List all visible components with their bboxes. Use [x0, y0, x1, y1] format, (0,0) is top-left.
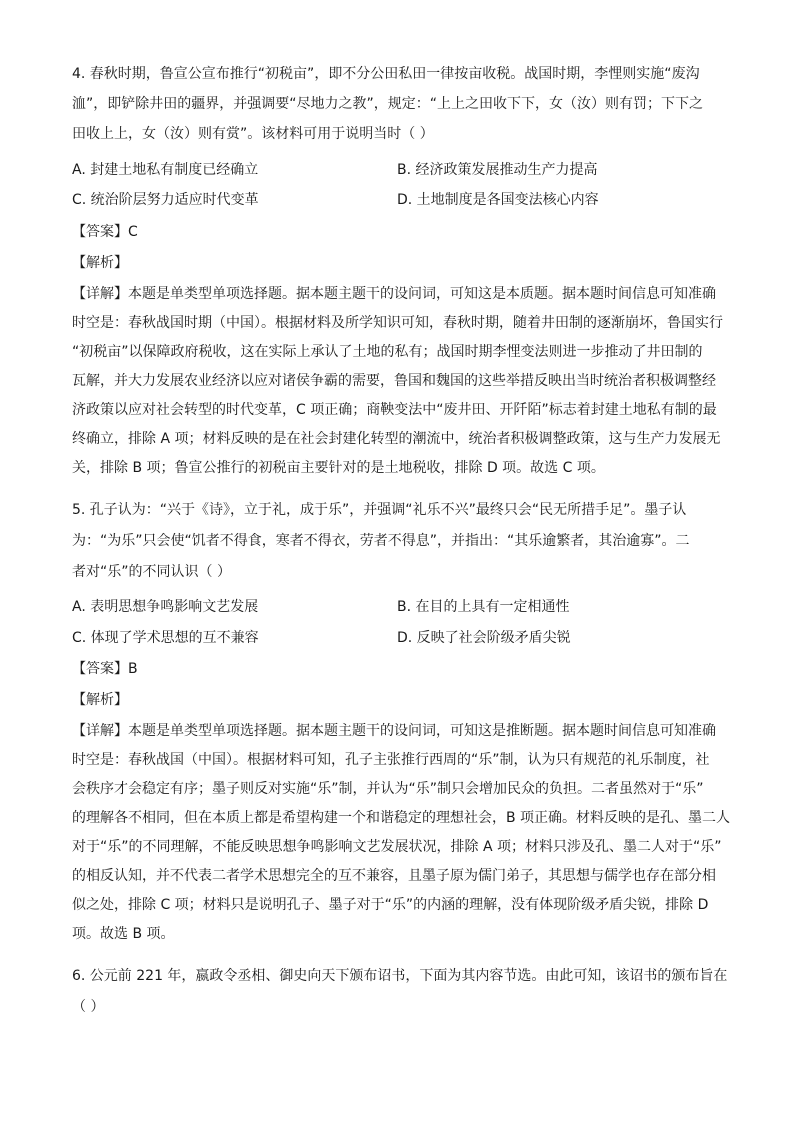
question-5-stem-line: 5. 孔子认为：“兴于《诗》，立于礼，成于乐”，并强调“礼乐不兴”最终只会“民无所措手足”。墨子认	[72, 502, 687, 518]
question-5-answer: 【答案】B	[72, 661, 138, 677]
question-4-option-a: A. 封建土地私有制度已经确立	[72, 162, 259, 178]
question-5-stem-line: 为：“为乐”只会使“饥者不得食，寒者不得衣，劳者不得息”，并指出：“其乐逾繁者，其治逾寡”。二	[72, 533, 690, 549]
question-5-detail-line: 项。故选 B 项。	[72, 926, 175, 942]
question-5-option-a: A. 表明思想争鸣影响文艺发展	[72, 599, 259, 615]
question-5-detail-line: 时空是：春秋战国（中国）。根据材料可知，孔子主张推行西周的“乐”制，认为只有规范的礼乐制度，社	[72, 752, 710, 768]
question-4-detail-line: 瓦解，并大力发展农业经济以应对诸侯争霸的需要，鲁国和魏国的这些举措反映出当时统治者积极调整经	[72, 373, 716, 389]
question-4-detail-line: 【详解】本题是单类型单项选择题。据本题主题干的设问词，可知这是本质题。据本题时间信息可知准确	[72, 286, 716, 302]
question-5-option-c: C. 体现了学术思想的互不兼容	[72, 630, 259, 646]
question-5-detail-line: 【详解】本题是单类型单项选择题。据本题主题干的设问词，可知这是推断题。据本题时间信息可知准确	[72, 723, 716, 739]
question-4-option-b: B. 经济政策发展推动生产力提高	[397, 162, 598, 178]
question-5-analysis-label: 【解析】	[72, 692, 128, 708]
question-4-detail-line: 关，排除 B 项；鲁宣公推行的初税亩主要针对的是土地税收，排除 D 项。故选 C 项。	[72, 460, 605, 476]
question-5-stem-line: 者对“乐”的不同认识（ ）	[72, 564, 231, 580]
question-4-stem-line: 洫”，即铲除井田的疆界，并强调要“尽地力之教”，规定：“上上之田收下下，女（汝）则有罚；下下之	[72, 96, 704, 112]
question-4-detail-line: 终确立，排除 A 项；材料反映的是在社会封建化转型的潮流中，统治者积极调整政策，这与生产力发展无	[72, 431, 721, 447]
question-4-option-d: D. 土地制度是各国变法核心内容	[397, 192, 599, 208]
question-4-answer: 【答案】C	[72, 224, 138, 240]
question-4-stem-line: 4. 春秋时期，鲁宣公宣布推行“初税亩”，即不分公田私田一律按亩收税。战国时期，李悝则实施“废沟	[72, 66, 700, 82]
question-5-detail-line: 的相反认知，并不代表二者学术思想完全的互不兼容，且墨子原为儒门弟子，其思想与儒学也存在部分相	[72, 868, 716, 884]
question-5-option-b: B. 在目的上具有一定相通性	[397, 599, 570, 615]
question-5-detail-line: 会秩序才会稳定有序；墨子则反对实施“乐”制，并认为“乐”制只会增加民众的负担。二者虽然对于“乐”	[72, 781, 704, 797]
question-4-detail-line: 时空是：春秋战国时期（中国）。根据材料及所学知识可知，春秋时期，随着井田制的逐渐崩坏，鲁国实行	[72, 315, 723, 331]
question-4-stem-line: 田收上上，女（汝）则有赏”。该材料可用于说明当时（ ）	[72, 126, 434, 142]
question-5-detail-line: 对于“乐”的不同理解，不能反映思想争鸣影响文艺发展状况，排除 A 项；材料只涉及孔、墨二人对于“乐”	[72, 839, 722, 855]
question-4-option-c: C. 统治阶层努力适应时代变革	[72, 192, 259, 208]
question-4-detail-line: 济政策以应对社会转型的时代变革，C 项正确；商鞅变法中“废井田、开阡陌”标志着封建土地私有制的最	[72, 402, 717, 418]
question-5-detail-line: 似之处，排除 C 项；材料只是说明孔子、墨子对于“乐”的内涵的理解，没有体现阶级矛盾尖锐，排除 D	[72, 897, 709, 913]
question-6-stem-line: 6. 公元前 221 年，嬴政令丞相、御史向天下颁布诏书，下面为其内容节选。由此可知，该诏书的颁布旨在	[72, 968, 728, 984]
question-4-analysis-label: 【解析】	[72, 255, 128, 271]
question-4-detail-line: “初税亩”以保障政府税收，这在实际上承认了土地的私有；战国时期李悝变法则进一步推动了井田制的	[72, 344, 703, 360]
question-5-detail-line: 的理解各不相同，但在本质上都是希望构建一个和谐稳定的理想社会，B 项正确。材料反映的是孔、墨二人	[72, 810, 731, 826]
question-5-option-d: D. 反映了社会阶级矛盾尖锐	[397, 630, 571, 646]
question-6-stem-line: （ ）	[72, 999, 105, 1015]
